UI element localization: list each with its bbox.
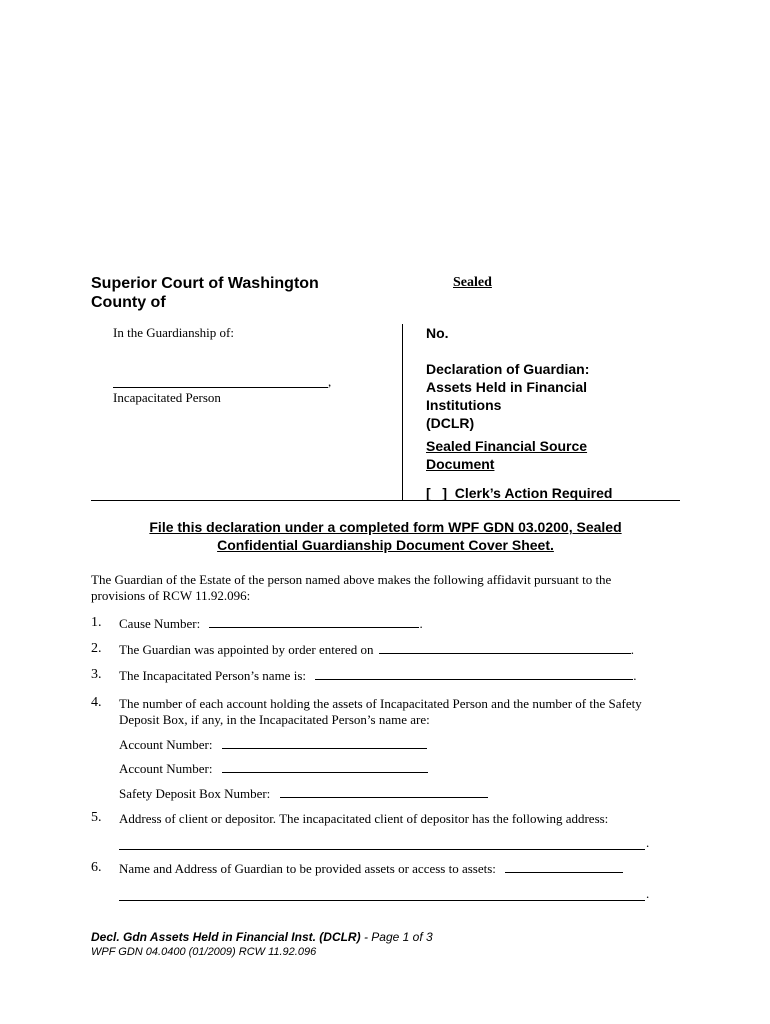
item-number: 4.	[91, 695, 102, 710]
case-number-label: No.	[426, 325, 449, 341]
item-appointment-date	[119, 642, 679, 658]
sealed-source-line-1: Sealed Financial Source	[426, 438, 588, 454]
caption-vertical-divider	[402, 324, 403, 500]
item-guardian-address	[119, 861, 679, 877]
period: .	[646, 886, 650, 901]
court-heading	[91, 274, 319, 312]
period: .	[646, 835, 650, 850]
item-number: 1.	[91, 615, 102, 630]
guardian-address-field[interactable]	[119, 900, 645, 901]
footer-page-number: - Page 1 of 3	[360, 930, 433, 944]
footer-title	[91, 930, 433, 944]
account-number-row-1	[119, 737, 427, 753]
title-line-1: Declaration of Guardian:	[426, 361, 590, 377]
comma: ,	[328, 374, 332, 389]
guardianship-of-label: In the Guardianship of:	[113, 325, 234, 340]
sealed-source-line-2: Document	[426, 456, 495, 472]
clerk-action-checkbox[interactable]: [ ] Clerk’s Action Required	[426, 485, 613, 501]
item-number: 3.	[91, 667, 102, 682]
account-number-label: Account Number:	[119, 737, 213, 752]
safety-box-label: Safety Deposit Box Number:	[119, 786, 271, 801]
incapacitated-name-input[interactable]	[315, 668, 633, 680]
sealed-source-title	[426, 437, 666, 473]
footer-form-title: Decl. Gdn Assets Held in Financial Inst. (DCLR)	[91, 930, 361, 944]
guardian-address-field-inline[interactable]	[505, 861, 623, 873]
safety-box-row	[119, 786, 488, 802]
incapacitated-person-label: Incapacitated Person	[113, 390, 221, 405]
item-number: 6.	[91, 860, 102, 875]
period: .	[419, 616, 423, 631]
account-number-row-2	[119, 761, 428, 777]
appointment-label: The Guardian was appointed by order entered on	[119, 642, 374, 657]
intro-line-2: provisions of RCW 11.92.096:	[91, 588, 251, 603]
title-line-4: (DCLR)	[426, 415, 475, 431]
item-number: 5.	[91, 810, 102, 825]
period: .	[633, 668, 637, 683]
depositor-address-field[interactable]	[119, 849, 645, 850]
item-incapacitated-name	[119, 668, 679, 684]
appointment-date-field[interactable]	[379, 642, 631, 654]
incapacitated-name-field[interactable]	[113, 373, 328, 388]
title-line-3: Institutions	[426, 397, 502, 413]
item-number: 2.	[91, 641, 102, 656]
court-name: Superior Court of Washington	[91, 275, 319, 292]
title-line-2: Assets Held in Financial	[426, 379, 588, 395]
cause-number-field[interactable]	[209, 616, 419, 628]
document-title	[426, 360, 666, 432]
accounts-line-1: The number of each account holding the assets of Incapacitated Person and the number of the Safety	[119, 696, 642, 711]
footer-form-id: WPF GDN 04.0400 (01/2009) RCW 11.92.096	[91, 946, 317, 958]
intro-line-1: The Guardian of the Estate of the person named above makes the following affidavit pursuant to the	[91, 572, 612, 587]
incapacitated-name-label: The Incapacitated Person’s name is:	[119, 668, 306, 683]
filing-instruction	[91, 518, 680, 554]
safety-box-field[interactable]	[280, 786, 488, 798]
instruction-line-2: Confidential Guardianship Document Cover Sheet.	[217, 537, 554, 553]
item-cause-number	[119, 616, 679, 632]
intro-paragraph	[91, 572, 680, 604]
accounts-line-2: Deposit Box, if any, in the Incapacitated Person’s name are:	[119, 712, 430, 727]
cause-number-label: Cause Number:	[119, 616, 201, 631]
item-depositor-address: Address of client or depositor. The incapacitated client of depositor has the following address:	[119, 811, 609, 826]
county-name: County of	[91, 294, 166, 311]
item-accounts	[119, 696, 679, 728]
account-number-label: Account Number:	[119, 761, 213, 776]
account-number-field-2[interactable]	[222, 761, 428, 773]
guardian-address-label: Name and Address of Guardian to be provided assets or access to assets:	[119, 861, 496, 876]
account-number-field-1[interactable]	[222, 737, 427, 749]
period: .	[630, 642, 634, 657]
sealed-label: Sealed	[453, 275, 492, 290]
instruction-line-1: File this declaration under a completed form WPF GDN 03.0200, Sealed	[149, 519, 622, 535]
